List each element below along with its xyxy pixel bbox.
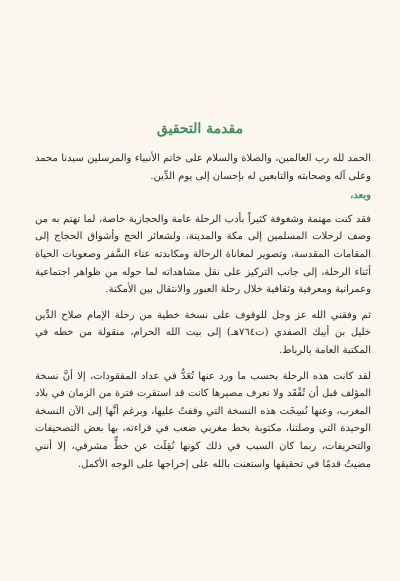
body-text (35, 150, 371, 481)
paragraph-amma-bad: وبعد، (350, 190, 371, 202)
page-title: مقدمة التحقيق (156, 121, 244, 137)
paragraph-opening: الحمد لله رب العالمين، والصلاة والسلام على خاتم الأنبياء والمرسلين سيدنا محمد وعلى آله وصحابته والتابعين له بإحسان إلى يوم الدِّين. (35, 153, 371, 182)
paragraph-discovery: ثم وفقني الله عز وجل للوقوف على نسخة خطية من رحلة الإمام صلاح الدِّين خليل بن أيبك الصفدي (ت٧٦٤هـ) إلى بيت الله الحرام، منقولة من خطه في المكتبة العامة بالرباط. (35, 309, 371, 356)
paragraph-interest: فقد كنت مهتمة وشغوفة كثيراً بأدب الرحلة عامة والحجازية خاصة، لما تهتم به من وصف لرحلات المسلمين إلى مكة والمدينة، ولشعائر الحج وأشواق الحجاج إلى المقامات المقدسة، وتصوير لمعاناة الرحالة ومكابدته عناء السَّفر وصعوبات الحياة أثناء الرحلة، إلى جانب التركيز على نقل مشاهداته لما حوله من ظواهر اجتماعية وعمرانية ومعرفية وثقافية خلال رحلة العبور والانتقال بين الأمكنة. (35, 213, 371, 296)
paragraph-manuscript: لقد كانت هذه الرحلة بحسب ما ورد عنها تُعَدُّ في عداد المفقودات، إلا أنَّ نسخة المؤلف قبل أن تُفْقَد ولا نعرف مصيرها كانت قد استقرت فترة من الزمان في بلاد المغرب، وعنها نُسِخَت هذه النسخة التي وقفتُ عليها، وبرغم أنَّها إلى الآن النسخة الوحيدة التي وصلتنا، مكتوبة بخط مغربي صعب في قراءته، بها بعض التصحيفات والتحريفات، ربما كان السبب في ذلك كونها نُقِلَت عن خطٍّ مشرقي، إلا أنني مضيتُ قدمًا في تحقيقها واستعنت بالله على إخراجها على الوجه الأكمل. (35, 370, 371, 470)
